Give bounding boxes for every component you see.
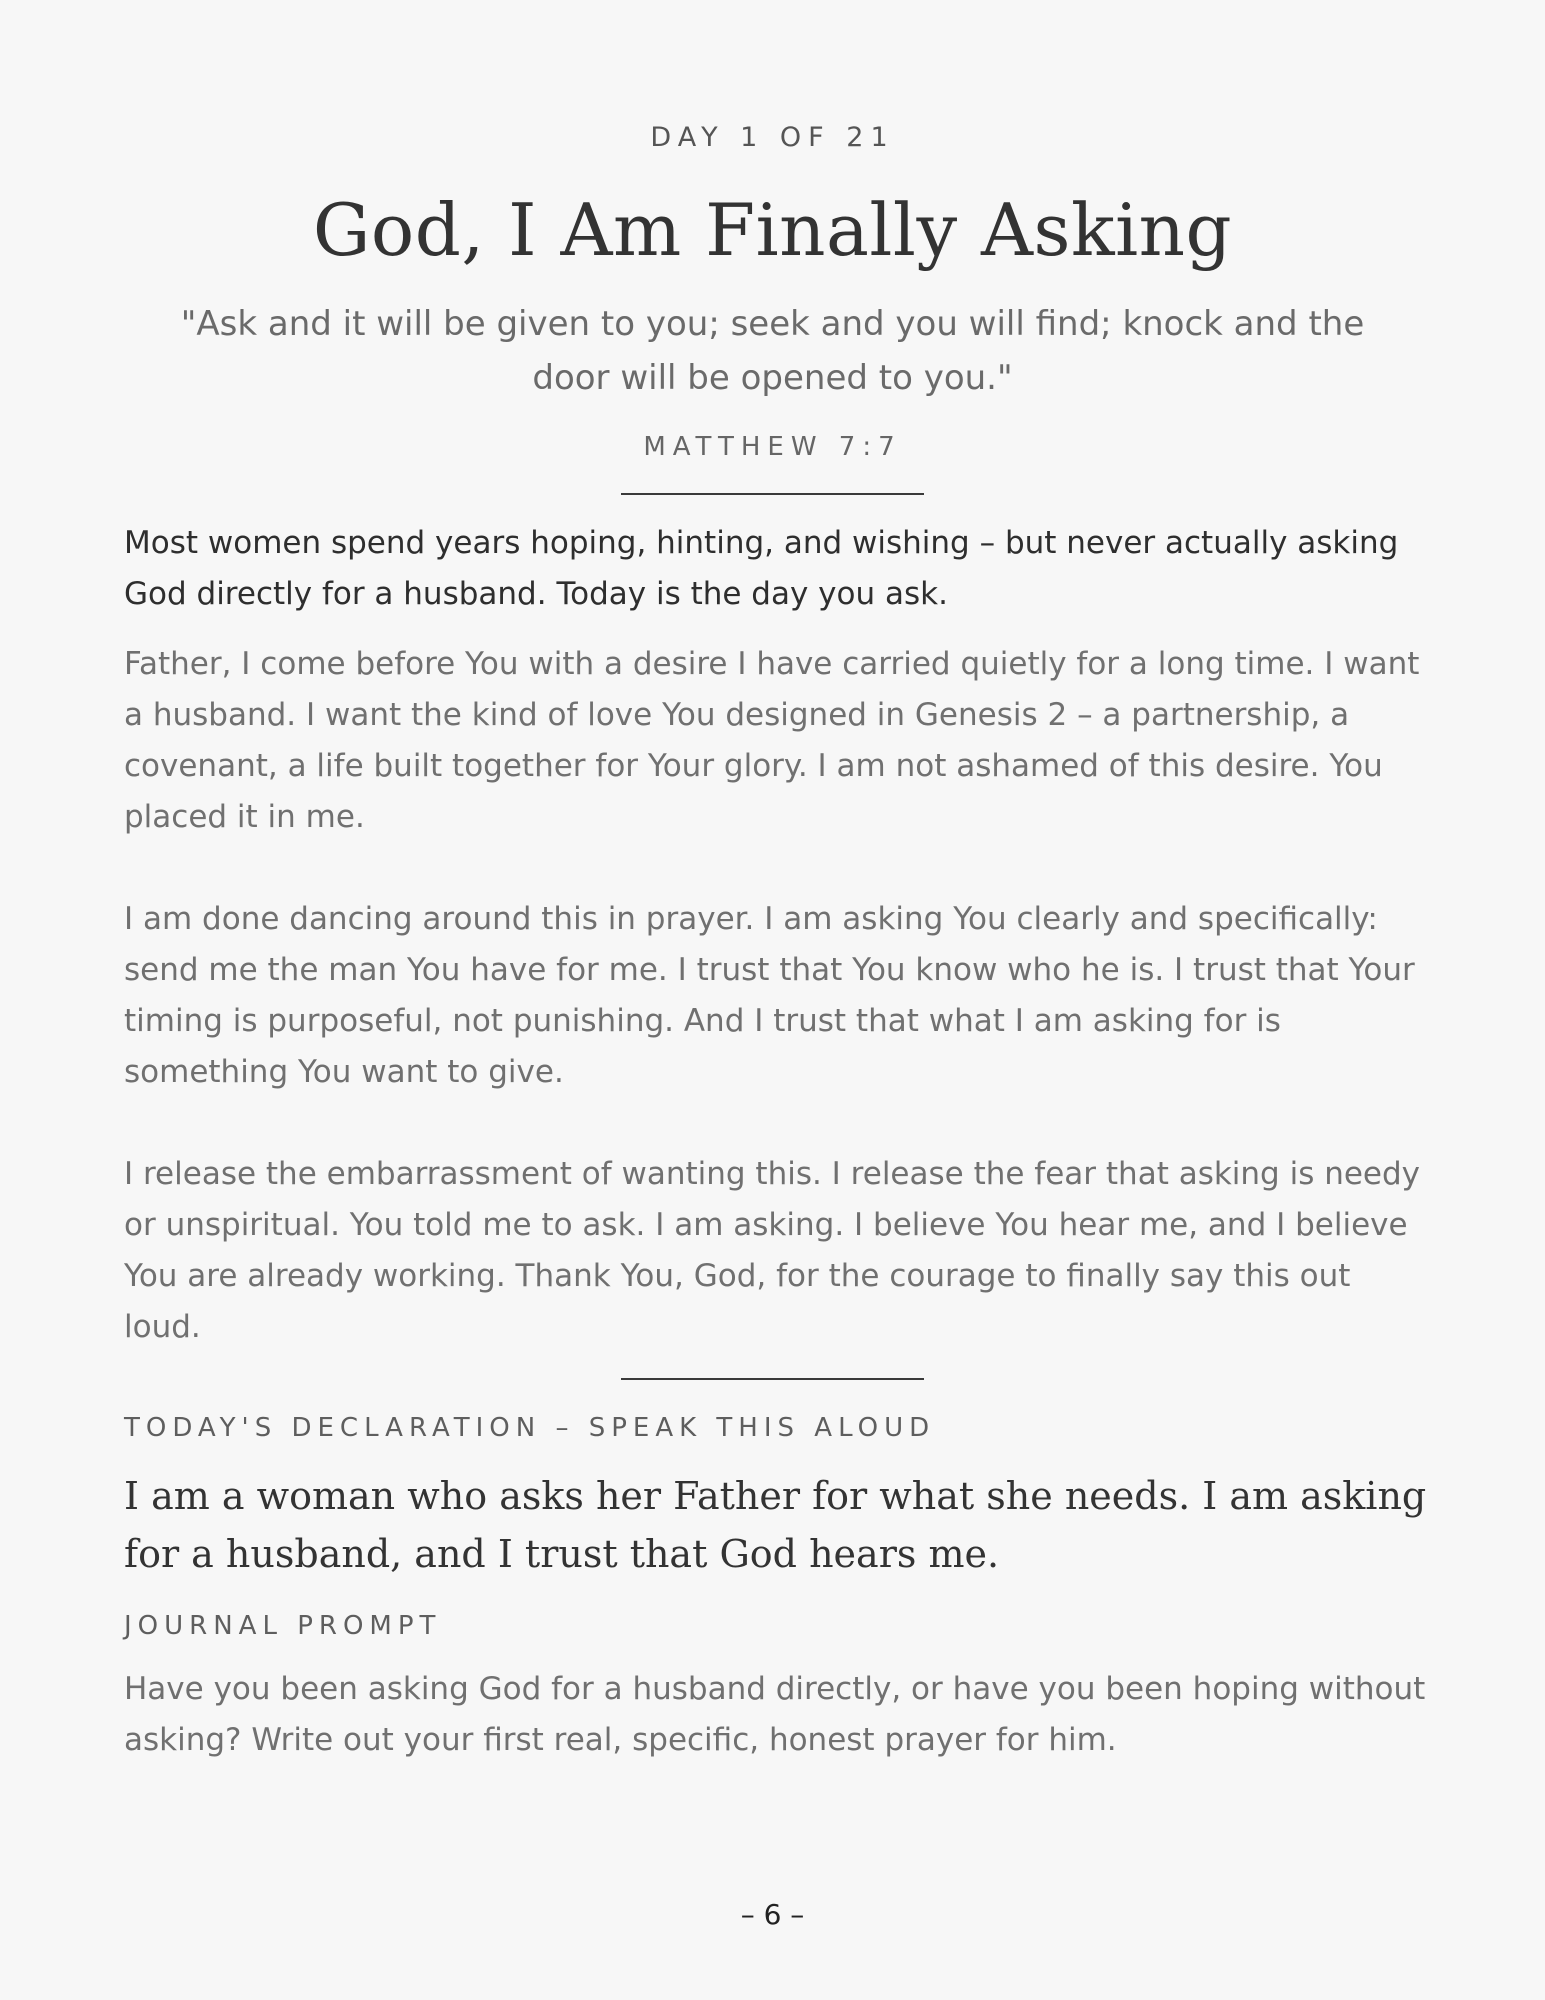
declaration-label: TODAY'S DECLARATION – SPEAK THIS ALOUD — [124, 1413, 936, 1443]
day-label: DAY 1 OF 21 — [650, 122, 895, 153]
prayer-paragraph: Father, I come before You with a desire I have carried quietly for a long time. I want a husband. I want the kind of love You designed in Genesis 2 – a partnership, a covenant, a life built together for Your glory. I am not ashamed of this desire. You placed it in me. — [124, 646, 1420, 835]
divider-bottom — [621, 1378, 924, 1380]
page-title: God, I Am Finally Asking — [312, 188, 1233, 272]
intro-text: Most women spend years hoping, hinting, and wishing – but never actually asking God directly for a husband. Today is the day you ask. — [124, 525, 1399, 612]
prayer-body — [124, 639, 1434, 1404]
journal-prompt-label: JOURNAL PROMPT — [124, 1611, 442, 1641]
page-number: – 6 – — [740, 1898, 805, 1931]
scripture-reference: MATTHEW 7:7 — [643, 432, 902, 462]
journal-prompt-text: Have you been asking God for a husband directly, or have you been hoping without asking? Write out your first real, specific, honest prayer for him. — [124, 1671, 1426, 1758]
scripture-verse: "Ask and it will be given to you; seek and you will find; knock and the door will be opened to you." — [180, 304, 1365, 398]
prayer-paragraph: I release the embarrassment of wanting this. I release the fear that asking is needy or unspiritual. You told me to ask. I am asking. I believe You hear me, and I believe You are already working. Thank You, God, for the courage to finally say this out loud. — [124, 1156, 1421, 1345]
declaration-text: I am a woman who asks her Father for what she needs. I am asking for a husband, and I trust that God hears me. — [124, 1474, 1427, 1576]
prayer-paragraph: I am done dancing around this in prayer. I am asking You clearly and specifically: send me the man You have for me. I trust that You know who he is. I trust that Your timing is purposeful, not punishing. And I trust that what I am asking for is something You want to give. — [124, 901, 1415, 1090]
divider-top — [621, 493, 924, 495]
